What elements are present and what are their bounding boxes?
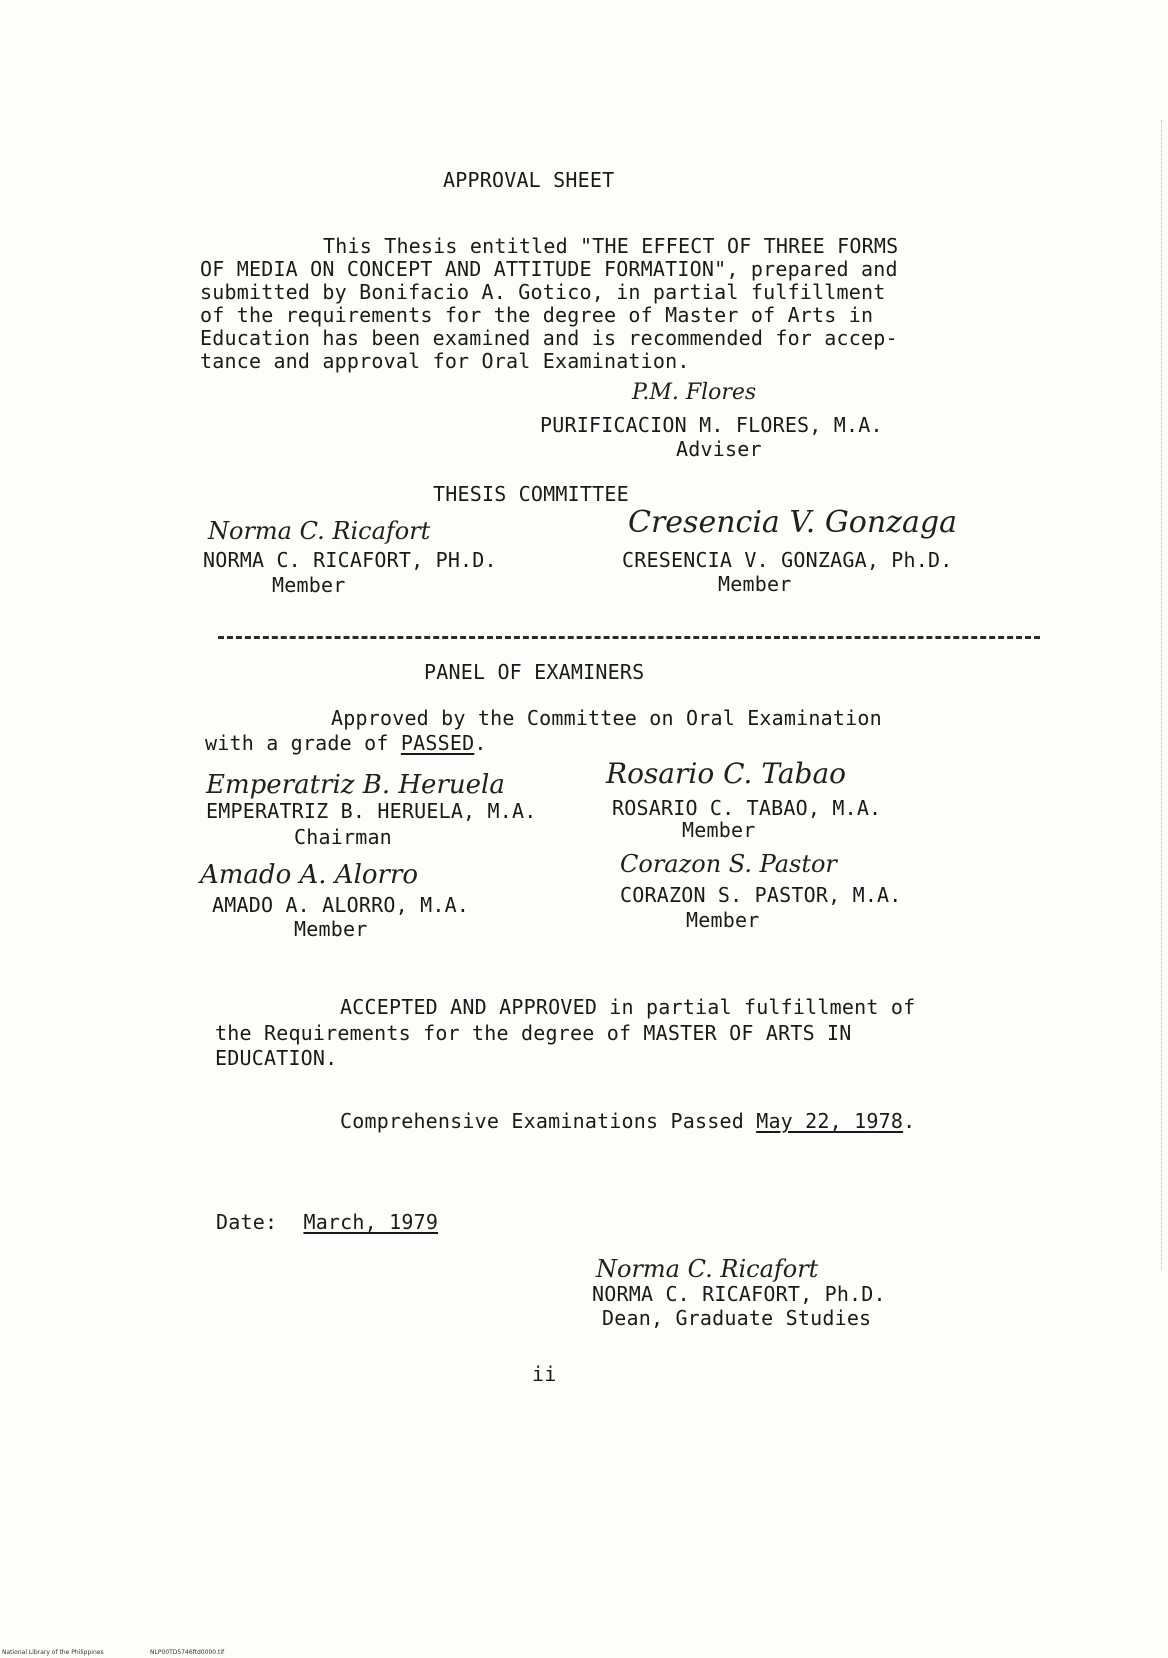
section-divider: [218, 636, 1040, 639]
panel-role-1: Chairman: [294, 825, 392, 849]
footer-source: National Library of the Philippines: [2, 1649, 104, 1656]
committee-heading: THESIS COMMITTEE: [433, 482, 629, 506]
committee-signature-1: Norma C. Ricafort: [208, 517, 431, 545]
intro-line-3: submitted by Bonifacio A. Gotico, in partial fulfillment: [200, 280, 886, 304]
panel-signature-3: Amado A. Alorro: [200, 860, 419, 890]
committee-role-2: Member: [718, 572, 792, 596]
panel-heading: PANEL OF EXAMINERS: [424, 660, 645, 684]
panel-signature-4: Corazon S. Pastor: [620, 850, 837, 878]
panel-name-4: CORAZON S. PASTOR, M.A.: [620, 883, 902, 907]
committee-role-1: Member: [272, 573, 346, 597]
footer-filename: NLP00TD5746ftd0000.tif: [150, 1649, 225, 1656]
date-value: March, 1979: [303, 1210, 439, 1234]
panel-name-1: EMPERATRIZ B. HERUELA, M.A.: [206, 799, 537, 823]
intro-line-4: of the requirements for the degree of Master of Arts in: [200, 303, 874, 327]
date-line: Date: March, 1979: [216, 1210, 439, 1234]
panel-role-2: Member: [682, 818, 756, 842]
page-number: ii: [532, 1362, 557, 1386]
committee-name-2: CRESENCIA V. GONZAGA, Ph.D.: [622, 548, 953, 572]
accepted-line-3: EDUCATION.: [215, 1046, 338, 1070]
panel-role-3: Member: [294, 917, 368, 941]
dean-name: NORMA C. RICAFORT, Ph.D.: [592, 1282, 886, 1306]
panel-name-3: AMADO A. ALORRO, M.A.: [212, 893, 470, 917]
grade-value: PASSED: [400, 731, 475, 755]
comprehensive-date: May 22, 1978: [756, 1109, 904, 1133]
accepted-line-1: ACCEPTED AND APPROVED in partial fulfillment of: [340, 995, 916, 1019]
panel-name-2: ROSARIO C. TABAO, M.A.: [612, 796, 882, 820]
intro-line-5: Education has been examined and is recommended for accep-: [200, 326, 898, 350]
intro-line-2: OF MEDIA ON CONCEPT AND ATTITUDE FORMATION", prepared and: [200, 257, 898, 281]
adviser-name: PURIFICACION M. FLORES, M.A.: [540, 413, 883, 437]
committee-signature-2: Cresencia V. Gonzaga: [628, 505, 957, 540]
adviser-role: Adviser: [676, 437, 762, 461]
intro-line-1: This Thesis entitled "THE EFFECT OF THREE FORMS: [323, 234, 899, 258]
panel-approved-line-2: with a grade of PASSED.: [205, 731, 487, 755]
scan-edge: [1161, 120, 1162, 1270]
comprehensive-line: Comprehensive Examinations Passed May 22, 1978.: [340, 1109, 916, 1133]
panel-approved-line-1: Approved by the Committee on Oral Examination: [331, 706, 882, 730]
dean-signature: Norma C. Ricafort: [596, 1255, 819, 1283]
committee-name-1: NORMA C. RICAFORT, PH.D.: [203, 548, 497, 572]
dean-role: Dean, Graduate Studies: [602, 1306, 872, 1330]
page-title: APPROVAL SHEET: [443, 168, 615, 192]
accepted-line-2: the Requirements for the degree of MASTER OF ARTS IN: [215, 1021, 852, 1045]
adviser-signature: P.M. Flores: [632, 380, 757, 405]
panel-role-4: Member: [686, 908, 760, 932]
intro-line-6: tance and approval for Oral Examination.: [200, 349, 690, 373]
panel-signature-1: Emperatriz B. Heruela: [206, 770, 505, 800]
panel-signature-2: Rosario C. Tabao: [606, 757, 846, 790]
